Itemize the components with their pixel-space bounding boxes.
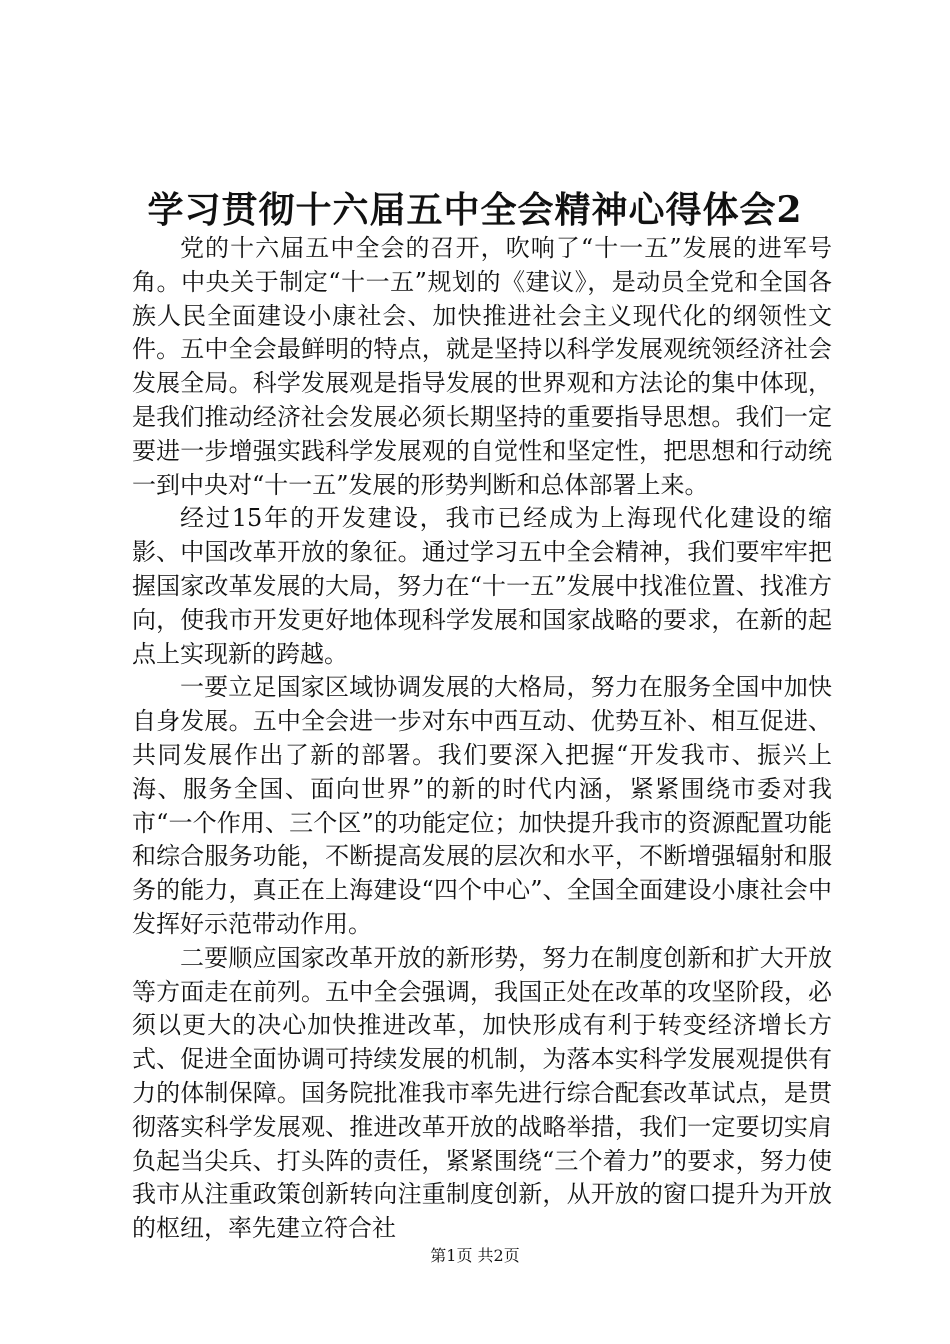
page-footer: 第1页 共2页 xyxy=(430,1246,520,1265)
document-title: 学习贯彻十六届五中全会精神心得体会2 xyxy=(147,189,803,231)
paragraph-3: 一要立足国家区域协调发展的大格局，努力在服务全国中加快自身发展。五中全会进一步对东中西互动、优势互补、相互促进、共同发展作出了新的部署。我们要深入把握“开发我市、振兴上海、服务全国、面向世界”的新的时代内涵，紧紧围绕市委对我市“一个作用、三个区”的功能定位；加快提升我市的资源配置功能和综合服务功能，不断提高发展的层次和水平，不断增强辐射和服务的能力，真正在上海建设“四个中心”、全国全面建设小康社会中发挥好示范带动作用。 xyxy=(132,673,832,938)
paragraph-4: 二要顺应国家改革开放的新形势，努力在制度创新和扩大开放等方面走在前列。五中全会强调，我国正处在改革的攻坚阶段，必须以更大的决心加快推进改革，加快形成有利于转变经济增长方式、促进全面协调可持续发展的机制，为落本实科学发展观提供有力的体制保障。国务院批准我市率先进行综合配套改革试点，是贯彻落实科学发展观、推进改革开放的战略举措，我们一定要切实肩负起当尖兵、打头阵的责任，紧紧围绕“三个着力”的要求，努力使我市从注重政策创新转向注重制度创新，从开放的窗口提升为开放的枢纽，率先建立符合社 xyxy=(132,943,832,1243)
document-body xyxy=(132,232,832,1246)
paragraph-2: 经过15年的开发建设，我市已经成为上海现代化建设的缩影、中国改革开放的象征。通过学习五中全会精神，我们要牢牢把握国家改革发展的大局，努力在“十一五”发展中找准位置、找准方向，使我市开发更好地体现科学发展和国家战略的要求，在新的起点上实现新的跨越。 xyxy=(132,504,832,668)
paragraph-1: 党的十六届五中全会的召开，吹响了“十一五”发展的进军号角。中央关于制定“十一五”规划的《建议》，是动员全党和全国各族人民全面建设小康社会、加快推进社会主义现代化的纲领性文件。五中全会最鲜明的特点，就是坚持以科学发展观统领经济社会发展全局。科学发展观是指导发展的世界观和方法论的集中体现，是我们推动经济社会发展必须长期坚持的重要指导思想。我们一定要进一步增强实践科学发展观的自觉性和坚定性，把思想和行动统一到中央对“十一五”发展的形势判断和总体部署上来。 xyxy=(132,234,832,499)
